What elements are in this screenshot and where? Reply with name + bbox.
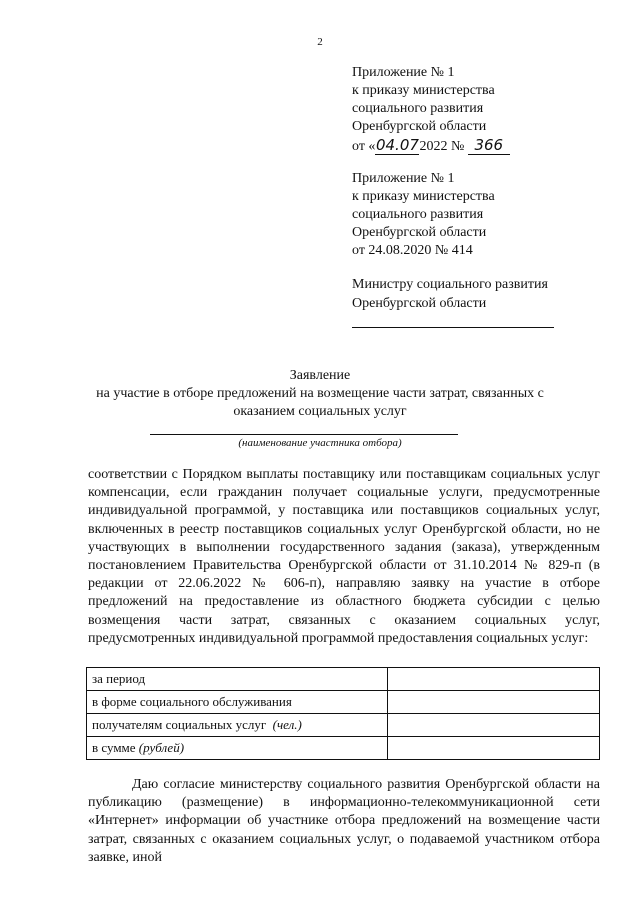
- table-row: [87, 668, 600, 691]
- table-row: [87, 737, 600, 760]
- table-value-cell: [388, 691, 600, 714]
- participant-name-line: [150, 434, 458, 435]
- date-year: 2022 №: [419, 139, 465, 154]
- row-unit: (рублей): [138, 740, 185, 755]
- application-table: [86, 667, 600, 760]
- addressee: [352, 275, 548, 313]
- table-value-cell: [388, 668, 600, 691]
- appendix-line: к приказу министерства: [352, 83, 495, 98]
- addressee-line: Министру социального развития: [352, 277, 548, 292]
- table-row: [87, 714, 600, 737]
- table-row: [87, 691, 600, 714]
- row-label: получателям социальных услуг: [92, 717, 267, 732]
- appendix-line: к приказу министерства: [352, 189, 495, 204]
- table-label-cell: [87, 668, 388, 691]
- addressee-line: Оренбургской области: [352, 296, 487, 311]
- appendix-line: Оренбургской области: [352, 119, 487, 134]
- appendix-original-order: [352, 170, 612, 260]
- row-unit: (чел.): [272, 717, 302, 732]
- handwritten-day: 04: [375, 136, 396, 154]
- appendix-line: Оренбургской области: [352, 225, 487, 240]
- participant-caption: (наименование участника отбора): [238, 437, 402, 449]
- consent-paragraph: [88, 776, 600, 867]
- handwritten-order-number: 366: [468, 136, 510, 155]
- appendix-title: Приложение № 1: [352, 171, 455, 186]
- appendix-date-line: [352, 136, 612, 156]
- row-label: в сумме: [92, 740, 136, 755]
- appendix-line: от 24.08.2020 № 414: [352, 243, 473, 258]
- table-value-cell: [388, 737, 600, 760]
- appendix-line: социального развития: [352, 101, 484, 116]
- row-label: в форме социального обслуживания: [92, 694, 292, 709]
- handwritten-month: 07: [399, 136, 419, 154]
- document-heading: [60, 367, 580, 421]
- date-prefix: от «: [352, 139, 376, 154]
- document-title: Заявление: [289, 368, 351, 383]
- table-value-cell: [388, 714, 600, 737]
- appendix-line: социального развития: [352, 207, 484, 222]
- appendix-current-order: [352, 64, 612, 156]
- table-label-cell: [87, 691, 388, 714]
- appendix-title: Приложение № 1: [352, 65, 455, 80]
- document-subtitle: оказанием социальных услуг: [233, 404, 407, 419]
- page-number: 2: [317, 36, 323, 48]
- addressee-blank-line: [352, 327, 554, 328]
- row-label: за период: [92, 671, 146, 686]
- handwritten-date: 04.07: [375, 136, 419, 154]
- document-subtitle: на участие в отборе предложений на возмещение части затрат, связанных с: [96, 386, 544, 401]
- consent-text: Даю согласие министерству социального развития Оренбургской области на публикацию (размещение) в информационно-телекоммуникационной сети «Интернет» информации об участнике отбора предложений на возмещение части затрат, связанных с оказанием социальных услуг, о подаваемой участником отбора заявке, иной: [88, 777, 600, 865]
- table-label-cell: [87, 714, 388, 737]
- table-label-cell: [87, 737, 388, 760]
- body-paragraph: соответствии с Порядком выплаты поставщику или поставщикам социальных услуг компенсации, если гражданин получает социальные услуги, предусмотренные индивидуальной программой, у поставщика или поставщиков социальных услуг, включенных в реестр поставщиков социальных услуг Оренбургской области, но не участвующих в выполнении государственного задания (заказа), утвержденным постановлением Правительства Оренбургской области от 31.10.2014 № 829-п (в редакции от 22.06.2022 № 606-п), направляю заявку на участие в отборе предложений на предоставление из областного бюджета субсидии с целью возмещения части затрат, связанных с оказанием социальных услуг, предусмотренных индивидуальной программой предоставления социальных услуг:: [88, 467, 600, 646]
